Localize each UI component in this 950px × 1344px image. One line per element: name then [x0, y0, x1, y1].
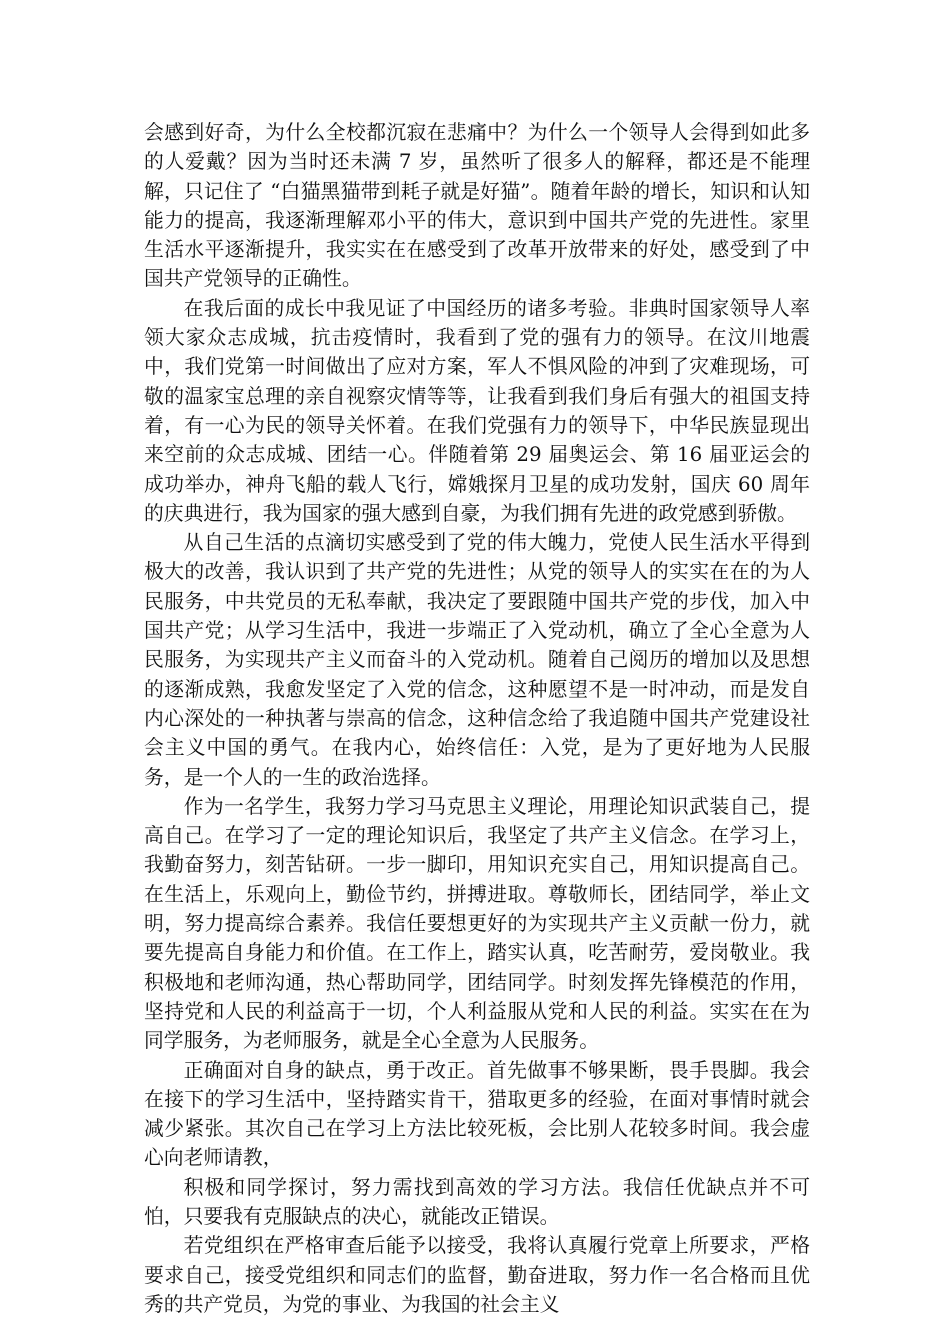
paragraph-1: 会感到好奇，为什么全校都沉寂在悲痛中？为什么一个领导人会得到如此多的人爱戴？因为当时还未满 7 岁，虽然听了很多人的解释，都还是不能理解，只记住了 “白猫黑猫带到耗子就是好猫”。随着年龄的增长，知识和认知能力的提高，我逐渐理解邓小平的伟大，意识到中国共产党的先进性。家里生活水平逐渐提升，我实实在在感受到了改革开放带来的好处，感受到了中国共产党领导的正确性。: [144, 121, 810, 291]
paragraph-2: 在我后面的成长中我见证了中国经历的诸多考验。非典时国家领导人率领大家众志成城，抗击疫情时，我看到了党的强有力的领导。在汶川地震中，我们党第一时间做出了应对方案，军人不惧风险的冲到了灾难现场，可敬的温家宝总理的亲自视察灾情等等，让我看到我们身后有强大的祖国支持着，有一心为民的领导关怀着。在我们党强有力的领导下，中华民族显现出来空前的众志成城、团结一心。伴随着第 29 届奥运会、第 16 届亚运会的成功举办，神舟飞船的载人飞行，嫦娥探月卫星的成功发射，国庆 60 周年的庆典进行，我为国家的强大感到自豪，为我们拥有先进的政党感到骄傲。: [144, 296, 810, 525]
paragraph-5: 正确面对自身的缺点，勇于改正。首先做事不够果断，畏手畏脚。我会在接下的学习生活中，坚持踏实肯干，猎取更多的经验，在面对事情时就会减少紧张。其次自己在学习上方法比较死板，会比别人花较多时间。我会虚心向老师请教，: [144, 1058, 810, 1170]
paragraph-3: 从自己生活的点滴切实感受到了党的伟大魄力，党使人民生活水平得到极大的改善，我认识到了共产党的先进性；从党的领导人的实实在在的为人民服务，中共党员的无私奉献，我决定了要跟随中国共产党的步伐，加入中国共产党；从学习生活中，我进一步端正了入党动机，确立了全心全意为人民服务，为实现共产主义而奋斗的入党动机。随着自己阅历的增加以及思想的逐渐成熟，我愈发坚定了入党的信念，这种愿望不是一时冲动，而是发自内心深处的一种执著与崇高的信念，这种信念给了我追随中国共产党建设社会主义中国的勇气。在我内心，始终信任：入党，是为了更好地为人民服务，是一个人的一生的政治选择。: [144, 531, 810, 789]
paragraph-6: 积极和同学探讨，努力需找到高效的学习方法。我信任优缺点并不可怕，只要我有克服缺点的决心，就能改正错误。: [144, 1175, 810, 1228]
paragraph-7: 若党组织在严格审查后能予以接受，我将认真履行党章上所要求，严格要求自己，接受党组织和同志们的监督，勤奋进取，努力作一名合格而且优秀的共产党员，为党的事业、为我国的社会主义: [144, 1234, 810, 1316]
document-body: [144, 118, 810, 1319]
paragraph-4: 作为一名学生，我努力学习马克思主义理论，用理论知识武装自己，提高自己。在学习了一定的理论知识后，我坚定了共产主义信念。在学习上，我勤奋努力，刻苦钻研。一步一脚印，用知识充实自己，用知识提高自己。在生活上，乐观向上，勤俭节约，拼搏进取。尊敬师长，团结同学，举止文明，努力提高综合素养。我信任要想更好的为实现共产主义贡献一份力，就要先提高自身能力和价值。在工作上，踏实认真，吃苦耐劳，爱岗敬业。我积极地和老师沟通，热心帮助同学，团结同学。时刻发挥先锋模范的作用，坚持党和人民的利益高于一切，个人利益服从党和人民的利益。实实在在为同学服务，为老师服务，就是全心全意为人民服务。: [144, 794, 810, 1053]
